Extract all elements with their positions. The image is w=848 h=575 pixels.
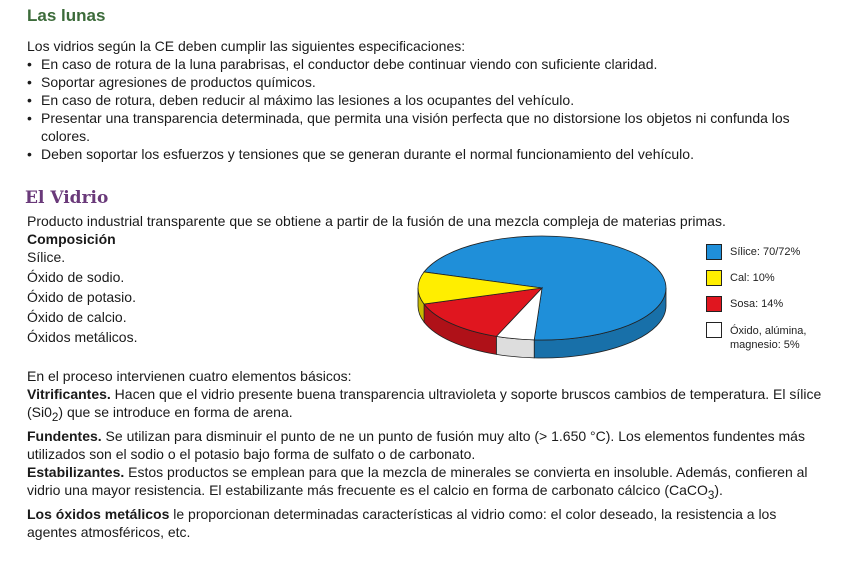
section-title: El Vidrio <box>25 188 109 208</box>
paragraph-text: le proporcionan determinadas características al vidrio como: el color deseado, la resistencia a los agentes atmosféricos, etc. <box>27 505 777 540</box>
list-item: Óxido de sodio. <box>27 269 125 285</box>
page-title: Las lunas <box>27 6 106 25</box>
list-item: • Soportar agresiones de productos químicos. <box>27 73 817 91</box>
list-item: Óxido de calcio. <box>27 309 127 325</box>
subscript: 2 <box>51 410 59 424</box>
paragraph-text: ). <box>714 481 723 498</box>
term: Los óxidos metálicos <box>27 505 170 522</box>
paragraph <box>27 505 827 541</box>
legend-swatch <box>706 244 722 260</box>
composition-pie-chart <box>414 232 672 362</box>
legend-label: Sílice: 70/72% <box>730 246 801 258</box>
process-text <box>27 367 827 541</box>
list-item: Óxido de potasio. <box>27 289 136 305</box>
term: Estabilizantes. <box>27 463 125 480</box>
list-item: Sílice. <box>27 249 66 265</box>
list-item: • En caso de rotura, deben reducir al máximo las lesiones a los ocupantes del vehículo. <box>27 91 817 109</box>
legend-swatch <box>706 322 722 338</box>
process-intro: En el proceso intervienen cuatro elementos básicos: <box>27 368 352 384</box>
paragraph-text: Se utilizan para disminuir el punto de ne un punto de fusión muy alto (> 1.650 °C). Los elementos fundentes más utilizados son el sodio o el potasio bajo forma de sulfato o de carbonato. <box>27 427 805 462</box>
composition-heading: Composición <box>27 231 116 247</box>
paragraph <box>27 463 827 505</box>
list-item: • Deben soportar los esfuerzos y tensiones que se generan durante el normal funcionamiento del vehículo. <box>27 145 817 163</box>
section-description: Producto industrial transparente que se obtiene a partir de la fusión de una mezcla compleja de materias primas. <box>27 213 726 229</box>
paragraph-text: Hacen que el vidrio presente buena transparencia ultravioleta y soporte bruscos cambios de temperatura. El sílice (Si0 <box>27 386 822 420</box>
term: Fundentes. <box>27 427 102 444</box>
list-item: Óxidos metálicos. <box>27 329 138 345</box>
legend-label: Óxido, alúmina, magnesio: 5% <box>730 325 807 351</box>
requirements-list <box>27 55 817 163</box>
composition-block <box>27 231 137 347</box>
intro-text: Los vidrios según la CE deben cumplir las siguientes especificaciones: <box>27 38 466 54</box>
paragraph-text: ) que se introduce en forma de arena. <box>58 404 293 420</box>
list-item: • En caso de rotura de la luna parabrisas, el conductor debe continuar viendo con suficiente claridad. <box>27 55 817 73</box>
legend-swatch <box>706 270 722 286</box>
paragraph <box>27 427 827 463</box>
legend-swatch <box>706 296 722 312</box>
list-item: • Presentar una transparencia determinada, que permita una visión perfecta que no distorsione los objetos ni confunda los colores. <box>27 109 817 145</box>
subscript: 3 <box>707 488 715 502</box>
legend-label: Cal: 10% <box>730 272 775 284</box>
term: Vitrificantes. <box>27 386 111 402</box>
paragraph <box>27 385 827 427</box>
legend-label: Sosa: 14% <box>730 298 784 310</box>
paragraph-text: Estos productos se emplean para que la mezcla de minerales se convierta en insoluble. Además, confieren al vidrio una mayor resistencia. El estabilizante más frecuente es el calcio en forma de carbonato cálcico (CaCO <box>27 463 808 498</box>
